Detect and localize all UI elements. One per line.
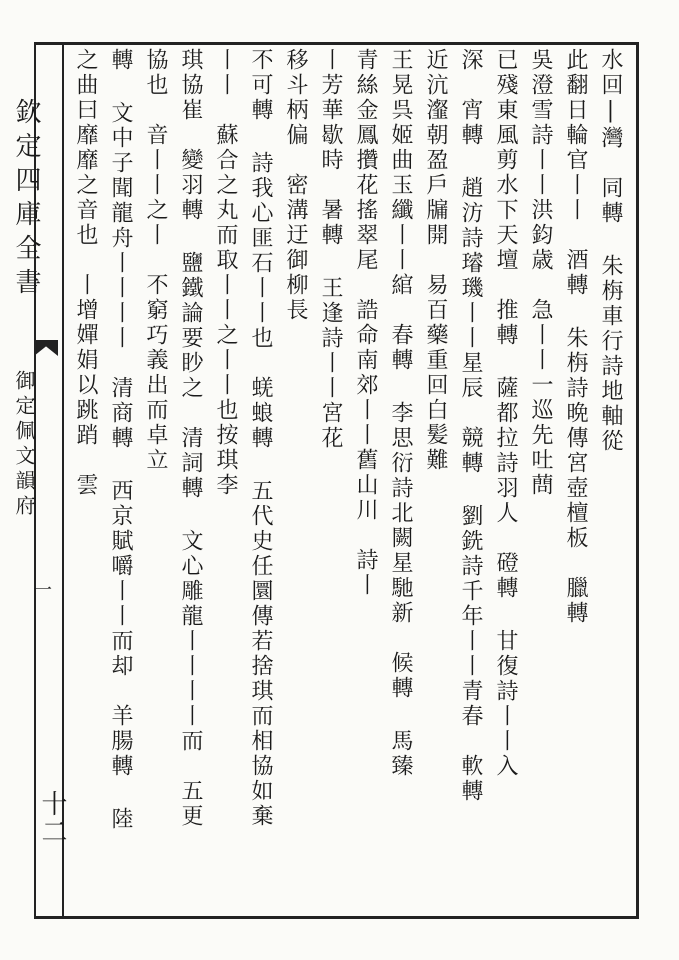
book-title: 欽定四庫全書 (11, 98, 41, 302)
text-column: 深 宵轉 趙汸詩璿璣丨丨星辰 競轉 劉銑詩千年丨丨青春 軟轉 (458, 48, 483, 804)
text-column: 之曲曰靡靡之音也 丨增嬋娟以跳踃 雲 (73, 48, 98, 498)
text-column: 丨芳華歇時 暑轉 王逢詩丨丨宮花 (318, 48, 343, 451)
text-column: 協也 音丨丨之丨 不窮巧義出而卓立 (143, 48, 168, 473)
fish-tail-mark (34, 340, 58, 356)
text-column: 青絲金鳳攢花搖翠尾 誥命南郊丨丨舊山川 詩丨 (353, 48, 378, 598)
top-border (34, 42, 638, 45)
text-column: 丨丨 蘇合之丸而取丨丨之丨丨也按琪李 (213, 48, 238, 498)
text-column: 移斗柄偏 密溝迂御柳長 (283, 48, 308, 323)
text-columns (64, 48, 624, 918)
text-column: 王晃呉姬曲玉纖丨丨綰 春轉 李思衍詩北闕星馳新 候轉 馬臻 (388, 48, 413, 779)
text-column: 水回|灣 同轉 朱栴車行詩地軸從 (598, 48, 623, 454)
right-border (636, 42, 639, 919)
volume-title: 御定佩文韻府 (12, 370, 36, 520)
text-column: 琪協崔 變羽轉 鹽鐵論要眇之 清詞轉 文心雕龍丨丨丨丨而 五更 (178, 48, 203, 829)
text-column: 已殘東風剪水下天壇 推轉 薩都拉詩羽人 磴轉 甘復詩丨丨入 (493, 48, 518, 779)
text-column: 不可轉 詩我心匪石丨丨也 蜣蜋轉 五代史任圜傳若捨琪而相協如棄 (248, 48, 273, 829)
text-column: 轉 文中子聞龍舟丨丨丨丨 清商轉 西京賦嚼丨丨而却 羊腸轉 陸 (108, 48, 133, 832)
text-column: 吳澄雪詩丨丨洪鈞歳 急丨丨一巡先吐蔄 (528, 48, 553, 498)
margin-dash: 一 (31, 580, 52, 598)
text-column: 近沆瀣朝盈戶牖開 易百藥重回白髪難 (423, 48, 448, 473)
page-number: 十二 (37, 790, 67, 846)
text-column: 此翻日輪官丨丨 酒轉 朱栴詩晩傳宮壺檀板 臘轉 (563, 48, 588, 626)
margin-strip (0, 40, 67, 920)
